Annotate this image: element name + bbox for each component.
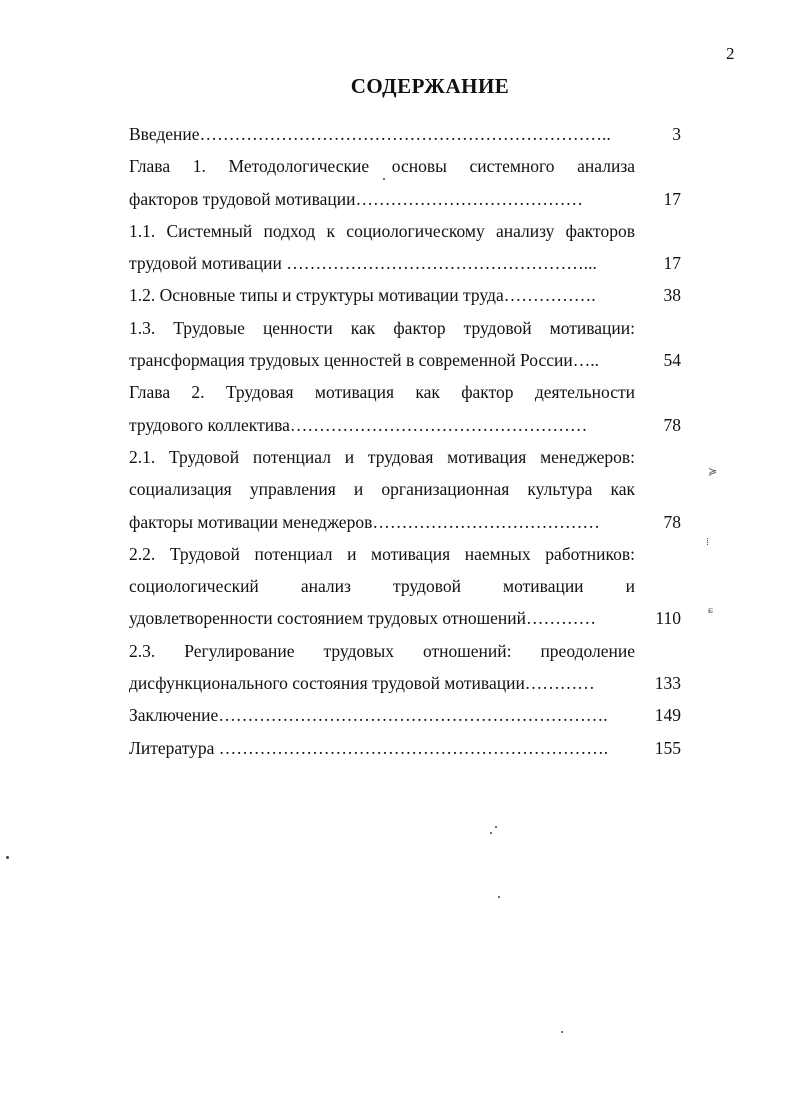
toc-entry — [129, 312, 681, 344]
toc-entry — [129, 506, 681, 538]
toc-entry — [129, 473, 681, 505]
toc-entry — [129, 247, 681, 279]
toc-entry-page: 110 — [655, 608, 681, 629]
toc-entry-page: 78 — [663, 511, 681, 532]
toc-entry — [129, 118, 681, 150]
toc-entry-text: 1.2. Основные типы и структуры мотивации труда……………. — [129, 285, 596, 306]
toc-entry — [129, 602, 681, 634]
scan-mark: ⁞ — [706, 536, 710, 548]
toc-entry — [129, 570, 681, 602]
toc-entry-text: Заключение…………………………………………………………. — [129, 705, 608, 726]
toc-entry-text: социализация управления и организационная культура как — [129, 479, 635, 500]
page-number: 2 — [726, 44, 735, 63]
toc-entry-text: Глава 1. Методологические основы системного анализа — [129, 156, 635, 177]
page-title: СОДЕРЖАНИЕ — [350, 74, 510, 98]
toc-entry — [129, 344, 681, 376]
toc-entry-page: 155 — [654, 737, 681, 758]
toc-entry-text: 1.1. Системный подход к социологическому анализу факторов — [129, 220, 635, 241]
toc-entry-text: Глава 2. Трудовая мотивация как фактор деятельности — [129, 382, 635, 403]
toc-entry-text: 1.3. Трудовые ценности как фактор трудовой мотивации: — [129, 317, 635, 338]
toc-entry-text: факторов трудовой мотивации………………………………… — [129, 188, 584, 209]
toc-entry-page: 78 — [663, 414, 681, 435]
toc-entry-text: удовлетворенности состоянием трудовых отношений………… — [129, 608, 596, 629]
scan-mark: ≽ — [708, 466, 718, 478]
toc-entry — [129, 699, 681, 731]
toc-entry-text: Литература …………………………………………………………. — [129, 737, 609, 758]
toc-entry-page: 133 — [654, 673, 681, 694]
toc-entry — [129, 538, 681, 570]
toc-entry-page: 54 — [663, 350, 681, 371]
toc-entry — [129, 215, 681, 247]
toc-entry — [129, 409, 681, 441]
toc-entry — [129, 150, 681, 182]
table-of-contents — [129, 118, 681, 764]
toc-entry-text: факторы мотивации менеджеров………………………………… — [129, 511, 600, 532]
toc-entry-text: дисфункционального состояния трудовой мотивации………… — [129, 673, 595, 694]
toc-entry-page: 3 — [672, 124, 681, 144]
toc-entry-page: 149 — [654, 705, 681, 726]
toc-entry — [129, 441, 681, 473]
toc-entry-text: трудового коллектива…………………………………………… — [129, 414, 588, 435]
toc-entry-text: 2.3. Регулирование трудовых отношений: преодоление — [129, 640, 635, 661]
toc-entry-text: 2.1. Трудовой потенциал и трудовая мотивация менеджеров: — [129, 446, 635, 467]
toc-entry — [129, 635, 681, 667]
toc-entry — [129, 183, 681, 215]
toc-entry — [129, 279, 681, 311]
toc-entry — [129, 376, 681, 408]
scan-mark: ɕ — [708, 604, 713, 616]
toc-entry-text: социологический анализ трудовой мотивации и — [129, 576, 635, 597]
toc-entry-text: Введение…………………………………………………………….. — [129, 124, 611, 144]
toc-entry-text: трансформация трудовых ценностей в современной России….. — [129, 350, 599, 371]
toc-entry-page: 17 — [663, 188, 681, 209]
toc-entry-text: трудовой мотивации ……………………………………………... — [129, 253, 597, 274]
toc-entry-page: 38 — [663, 285, 681, 306]
toc-entry-page: 17 — [663, 253, 681, 274]
toc-entry-text: 2.2. Трудовой потенциал и мотивация наемных работников: — [129, 543, 635, 564]
toc-entry — [129, 667, 681, 699]
toc-entry — [129, 732, 681, 764]
